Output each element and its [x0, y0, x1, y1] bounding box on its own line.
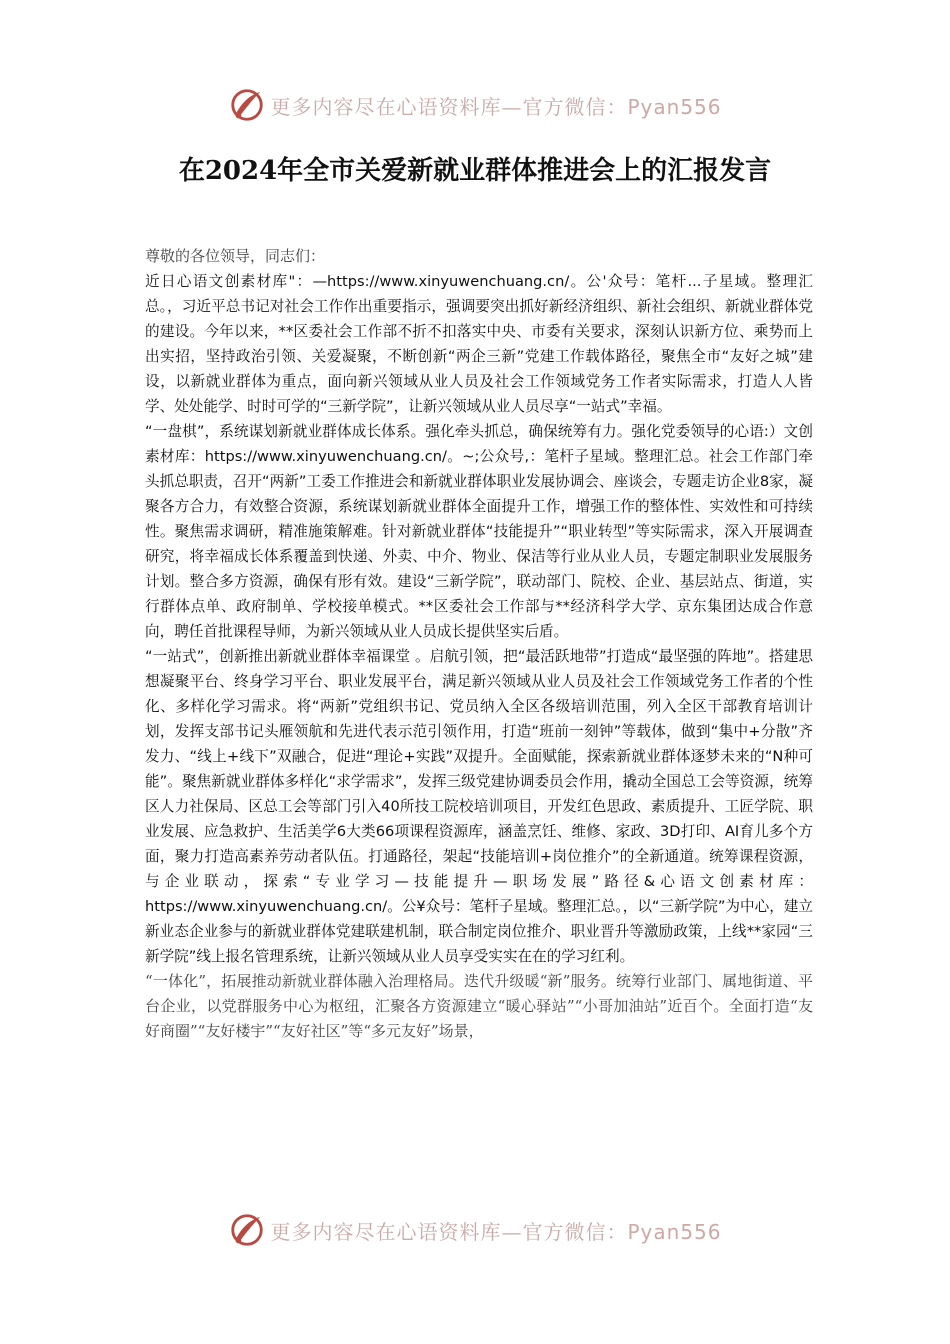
salutation: 尊敬的各位领导，同志们：: [145, 247, 326, 265]
banner-slogan: 更多内容尽在心语资料库—官方微信：: [270, 1219, 628, 1244]
document-body: [145, 244, 813, 1044]
brush-logo-icon: [228, 1211, 266, 1249]
header-watermark-banner: [0, 80, 950, 130]
wechat-id: Pyan556: [627, 94, 722, 119]
banner-text: [270, 1216, 721, 1245]
paragraph-integration: “一体化”，拓展推动新就业群体融入治理格局。迭代升级暖“新”服务。统筹行业部门、属地街道、平台企业，以党群服务中心为枢纽，汇聚各方资源建立“暖心驿站”“小哥加油站”近百个。全面打造“友好商圈”“友好楼宇”“友好社区”等“多元友好”场景，: [145, 972, 813, 1040]
paragraph-one-stop: “一站式”，创新推出新就业群体幸福课堂 。启航引领，把“最活跃地带”打造成“最坚强的阵地”。搭建思想凝聚平台、终身学习平台、职业发展平台，满足新兴领域从业人员及社会工作领域党务工作者的个性化、多样化学习需求。将“两新”党组织书记、党员纳入全区各级培训范围，列入全区干部教育培训计划，发挥支部书记头雁领航和先进代表示范引领作用，打造“班前一刻钟”等载体，做到“集中+分散”齐发力、“线上+线下”双融合，促进“理论+实践”双提升。全面赋能，探索新就业群体逐梦未来的“N种可能”。聚焦新就业群体多样化“求学需求”，发挥三级党建协调委员会作用，撬动全国总工会等资源，统筹区人力社保局、区总工会等部门引入40所技工院校培训项目，开发红色思政、素质提升、工匠学院、职业发展、应急救护、生活美学6大类66项课程资源库，涵盖烹饪、维修、家政、3D打印、AI育儿多个方面，聚力打造高素养劳动者队伍。打通路径，架起“技能培训+岗位推介”的全新通道。统筹课程资源，与企业联动，探索“专业学习—技能提升—职场发展”路径&心语文创素材库：https://www.xinyuwenchuang.cn/。公¥众号：笔杆子星域。整理汇总。，以“三新学院”为中心，建立新业态企业参与的新就业群体党建联建机制，联合制定岗位推介、职业晋升等激励政策，上线**家园“三新学院”线上报名管理系统，让新兴领域从业人员享受实实在在的学习红利。: [145, 648, 813, 965]
document-title: 在2024年全市关爱新就业群体推进会上的汇报发言: [178, 156, 772, 186]
brush-logo-icon: [228, 86, 266, 124]
banner-text: [270, 91, 721, 120]
banner-slogan: 更多内容尽在心语资料库—官方微信：: [270, 94, 628, 119]
paragraph-intro: 近日心语文创素材库"：—https://www.xinyuwenchuang.cn/。公'众号：笔杆...子星域。整理汇总。，习近平总书记对社会工作作出重要指示，强调要突出抓好新经济组织、新社会组织、新就业群体党的建设。今年以来，**区委社会工作部不折不扣落实中央、市委有关要求，深刻认识新方位、乘势而上出实招，坚持政治引领、关爱凝聚，不断创新“两企三新”党建工作载体路径，聚焦全市“友好之城”建设，以新就业群体为重点，面向新兴领域从业人员及社会工作领域党务工作者实际需求，打造人人皆学、处处能学、时时可学的“三新学院”，让新兴领域从业人员尽享“一站式”幸福。: [145, 273, 813, 415]
wechat-id: Pyan556: [627, 1219, 722, 1244]
footer-watermark-banner: [0, 1205, 950, 1255]
paragraph-one-board: “一盘棋”，系统谋划新就业群体成长体系。强化牵头抓总，确保统筹有力。强化党委领导的心语:）文创素材库：https://www.xinyuwenchuang.cn/。~;公众号,：笔杆子星域。整理汇总。社会工作部门牵头抓总职责，召开“两新”工委工作推进会和新就业群体职业发展协调会、座谈会，专题走访企业8家，凝聚各方合力，有效整合资源，系统谋划新就业群体全面提升工作，增强工作的整体性、实效性和可持续性。聚焦需求调研，精准施策解难。针对新就业群体“技能提升”“职业转型”等实际需求，深入开展调查研究，将幸福成长体系覆盖到快递、外卖、中介、物业、保洁等行业从业人员，专题定制职业发展服务计划。整合多方资源，确保有形有效。建设“三新学院”，联动部门、院校、企业、基层站点、街道，实行群体点单、政府制单、学校接单模式。**区委社会工作部与**经济科学大学、京东集团达成合作意向，聘任首批课程导师，为新兴领域从业人员成长提供坚实后盾。: [145, 423, 813, 640]
